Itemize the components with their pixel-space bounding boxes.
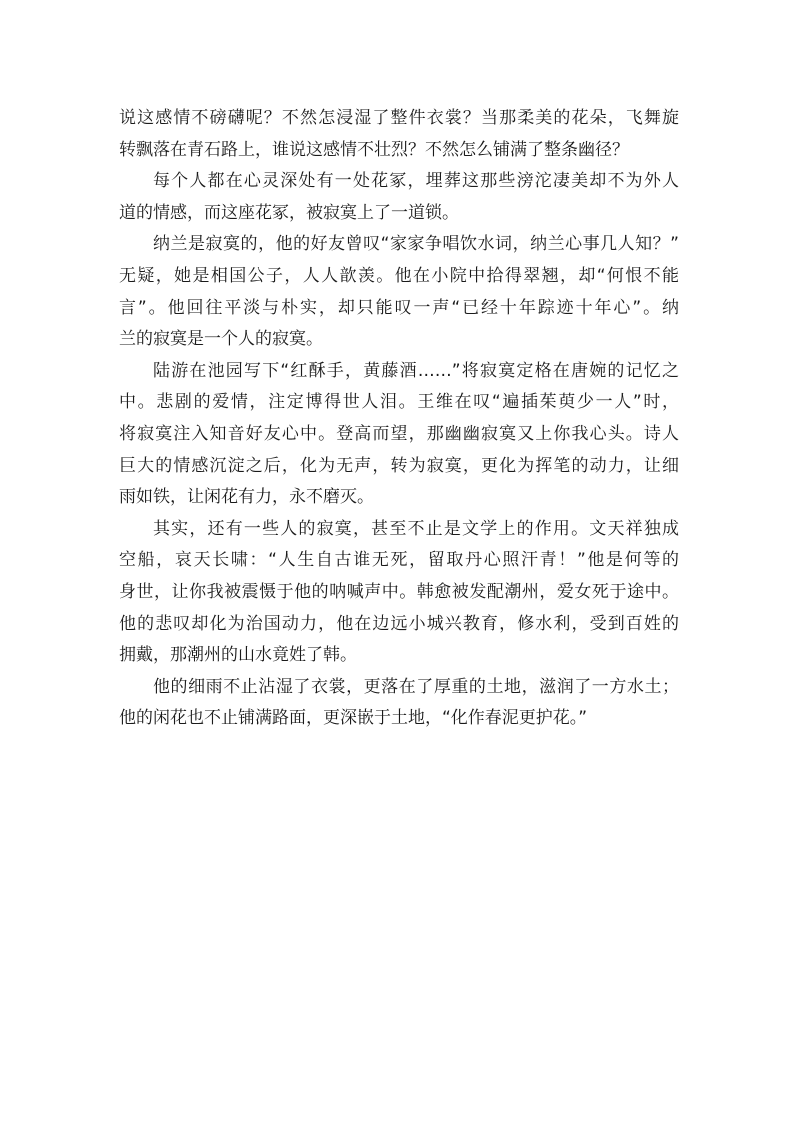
text-line: 无疑，她是相国公子，人人歆羡。他在小院中拾得翠翘，却“何恨不能 (119, 265, 679, 286)
text-line: 兰的寂寞是一个人的寂寞。 (119, 329, 323, 350)
text-line: 拥戴，那潮州的山水竟姓了韩。 (119, 645, 357, 666)
text-line: 转飘落在青石路上，谁说这感情不壮烈？不然怎么铺满了整条幽径？ (119, 139, 629, 160)
text-line: 身世，让你我被震慑于他的呐喊声中。韩愈被发配潮州，爱女死于途中。 (119, 581, 679, 602)
text-line: 每个人都在心灵深处有一处花冢，埋葬这那些滂沱凄美却不为外人 (153, 171, 679, 192)
essay-body (119, 103, 679, 735)
text-line: 陆游在池园写下“红酥手，黄藤酒……”将寂寞定格在唐婉的记忆之 (153, 360, 679, 381)
text-line: 言”。他回往平淡与朴实，却只能叹一声“已经十年踪迹十年心”。纳 (119, 297, 679, 318)
text-line: 纳兰是寂寞的，他的好友曾叹“家家争唱饮水词，纳兰心事几人知？” (153, 234, 679, 255)
text-line: 巨大的情感沉淀之后，化为无声，转为寂寞，更化为挥笔的动力，让细 (119, 455, 679, 476)
text-line: 雨如铁，让闲花有力，永不磨灭。 (119, 487, 374, 508)
text-line: 说这感情不磅礴呢？不然怎浸湿了整件衣裳？当那柔美的花朵，飞舞旋 (119, 108, 679, 128)
text-line: 他的闲花也不止铺满路面，更深嵌于土地，“化作春泥更护花。” (119, 708, 588, 729)
text-line: 他的悲叹却化为治国动力，他在边远小城兴教育，修水利，受到百姓的 (119, 613, 679, 634)
text-line: 空船，哀天长啸：“人生自古谁无死，留取丹心照汗青！”他是何等的 (119, 550, 679, 571)
text-line: 他的细雨不止沾湿了衣裳，更落在了厚重的土地，滋润了一方水土； (153, 676, 679, 697)
text-line: 其实，还有一些人的寂寞，甚至不止是文学上的作用。文天祥独成 (153, 518, 679, 539)
text-line: 道的情感，而这座花冢，被寂寞上了一道锁。 (119, 202, 459, 223)
text-line: 将寂寞注入知音好友心中。登高而望，那幽幽寂寞又上你我心头。诗人 (119, 423, 679, 444)
text-line: 中。悲剧的爱情，注定博得世人泪。王维在叹“遍插茱萸少一人”时， (119, 392, 679, 413)
